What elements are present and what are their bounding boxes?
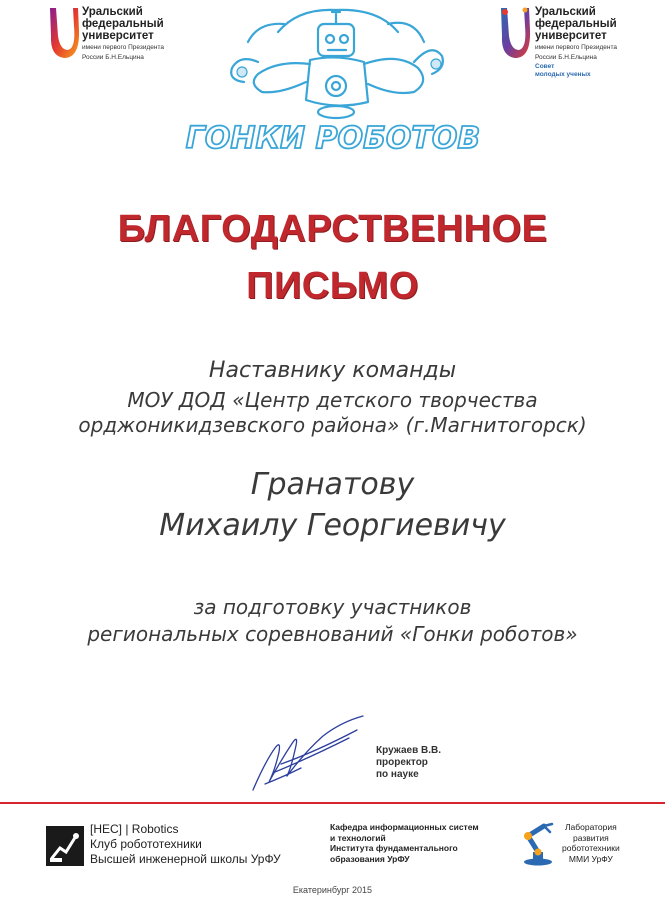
urfu-right-name-line1: Уральский [535, 6, 596, 18]
signer-block [376, 745, 441, 781]
department-line2: и технологий [330, 832, 386, 843]
urfu-logo-left [46, 6, 186, 66]
hec-robotics-logo-icon [46, 826, 84, 866]
reason-line1: за подготовку участников [193, 595, 472, 619]
handwritten-signature-icon [245, 712, 375, 802]
urfu-sub-line2: России Б.Н.Ельцина [82, 53, 144, 61]
signature [245, 712, 375, 802]
robot-race-logo [185, 2, 481, 156]
robot-icon [185, 2, 481, 156]
hec-line2: Клуб робототехники [90, 837, 202, 851]
urfu-right-sub-line1: имени первого Президента [535, 44, 618, 51]
addressee-line3: орджоникидзевского района» (г.Магнитогорск) [78, 413, 587, 437]
urfu-right-name-line2: федеральный [535, 18, 617, 30]
letter-title-line1: БЛАГОДАРСТВЕННОЕ [117, 208, 548, 250]
urfu-right-name-line3: университет [535, 30, 607, 42]
reason-line2: региональных соревнований «Гонки роботов» [87, 622, 578, 646]
urfu-name-line1: Уральский [82, 6, 143, 18]
event-logo-text: ГОНКИ РОБОТОВ [185, 121, 481, 156]
signer-position-line2: по науке [376, 769, 419, 780]
footer-department [330, 822, 479, 864]
hec-title: [HEC] | Robotics [90, 822, 179, 836]
department-line1: Кафедра информационных систем [330, 822, 479, 832]
urfu-name-line3: университет [82, 30, 154, 42]
recipient-surname: Гранатову [250, 467, 415, 502]
robot-arm-icon [516, 820, 560, 866]
urfu-sub-line1: имени первого Президента [82, 44, 165, 51]
addressee-line1: Наставнику команды [208, 358, 457, 383]
letter-title-line2: ПИСЬМО [246, 265, 419, 307]
lab-line2: развития [572, 832, 609, 843]
urfu-logo-right [497, 6, 647, 86]
recipient-given-names: Михаилу Георгиевичу [159, 508, 506, 543]
city-and-year: Екатеринбург 2015 [292, 885, 373, 895]
urfu-name-line2: федеральный [82, 18, 164, 30]
lab-line1: Лаборатория [564, 822, 617, 832]
footer-hec-robotics [46, 822, 286, 872]
council-emblem-icon [497, 6, 533, 64]
department-line3: Института фундаментального [330, 843, 458, 853]
footer-robotics-lab [516, 818, 656, 868]
lab-line3: робототехники [562, 843, 620, 853]
signer-name: Кружаев В.В. [376, 745, 442, 756]
lab-line4: ММИ УрФУ [568, 853, 613, 864]
addressee-line2: МОУ ДОД «Центр детского творчества [127, 388, 538, 412]
council-line2: молодых ученых [535, 70, 591, 78]
footer-divider [0, 802, 665, 804]
signer-position-line1: проректор [376, 757, 428, 768]
hec-line3: Высшей инженерной школы УрФУ [90, 852, 281, 866]
urfu-right-sub-line2: России Б.Н.Ельцина [535, 53, 597, 61]
department-line4: образования УрФУ [330, 853, 410, 864]
council-line1: Совет [535, 63, 555, 70]
urfu-u-emblem-icon [46, 6, 80, 62]
